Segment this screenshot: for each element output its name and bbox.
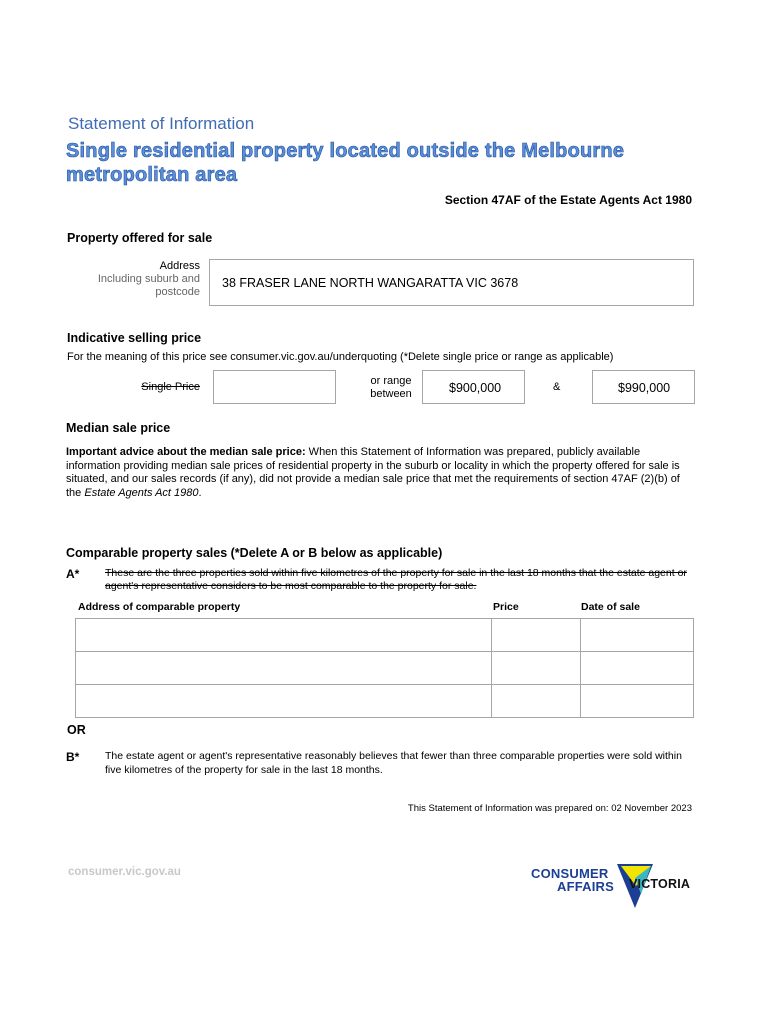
consumer-affairs-victoria-logo bbox=[531, 864, 701, 914]
option-b-marker: B* bbox=[66, 750, 80, 764]
document-title: Single residential property located outside the Melbourne metropolitan area bbox=[66, 140, 625, 186]
comp-price-cell[interactable] bbox=[492, 685, 581, 718]
range-low-value: $900,000 bbox=[449, 381, 502, 395]
comp-price-cell[interactable] bbox=[492, 619, 581, 652]
address-sublabel-2: postcode bbox=[155, 286, 200, 298]
range-label-1: or range bbox=[370, 375, 412, 387]
single-price-label: Single Price bbox=[141, 381, 200, 393]
comp-price-cell[interactable] bbox=[492, 652, 581, 685]
price-heading: Indicative selling price bbox=[67, 331, 202, 345]
logo-line-1: CONSUMER bbox=[531, 866, 609, 881]
logo-word: VICTORIA bbox=[629, 877, 691, 891]
range-high-field[interactable] bbox=[592, 370, 695, 404]
range-high-value: $990,000 bbox=[618, 381, 671, 395]
section-reference: Section 47AF of the Estate Agents Act 1980 bbox=[444, 193, 692, 207]
table-row bbox=[76, 685, 694, 718]
comp-date-cell[interactable] bbox=[581, 685, 694, 718]
comp-date-cell[interactable] bbox=[581, 619, 694, 652]
comp-address-cell[interactable] bbox=[76, 685, 492, 718]
address-value: 38 FRASER LANE NORTH WANGARATTA VIC 3678 bbox=[222, 276, 519, 290]
comparable-heading: Comparable property sales (*Delete A or B below as applicable) bbox=[66, 546, 443, 560]
single-price-field[interactable] bbox=[213, 370, 336, 404]
price-note: For the meaning of this price see consumer.vic.gov.au/underquoting (*Delete single price or range as applicable) bbox=[67, 351, 614, 363]
address-sublabel-1: Including suburb and bbox=[97, 273, 200, 285]
col-header-date: Date of sale bbox=[581, 601, 640, 613]
option-b-text: The estate agent or agent's representative reasonably believes that fewer than three comparable properties were sold within five kilometres of the property for sale in the last 18 months. bbox=[105, 750, 682, 776]
median-period: . bbox=[198, 486, 202, 499]
option-a-marker: A* bbox=[66, 567, 80, 581]
property-heading: Property offered for sale bbox=[67, 231, 213, 245]
median-advice bbox=[66, 446, 692, 500]
table-row bbox=[76, 619, 694, 652]
range-and-label: & bbox=[553, 381, 561, 393]
comp-address-cell[interactable] bbox=[76, 619, 492, 652]
website-link[interactable]: consumer.vic.gov.au bbox=[68, 866, 181, 878]
comp-address-cell[interactable] bbox=[76, 652, 492, 685]
or-label: OR bbox=[67, 723, 86, 737]
document-kicker: Statement of Information bbox=[68, 114, 255, 133]
range-label-2: between bbox=[370, 388, 412, 400]
option-a-text: These are the three properties sold within five kilometres of the property for sale in the last 18 months that the estate agent or agent's representative considers to be most comparable to the property for sale. bbox=[105, 567, 687, 592]
col-header-price: Price bbox=[493, 601, 519, 613]
col-header-address: Address of comparable property bbox=[78, 601, 241, 613]
median-advice-text: When this Statement of Information was prepared, publicly available information providing median sale prices of residential property in the suburb or locality in which the property offered for sale is situated, and our sales records (if any), did not provide a median sale price that met the requirements of section 47AF (2)(b) of the bbox=[66, 446, 680, 499]
address-field[interactable] bbox=[209, 259, 694, 306]
table-row bbox=[76, 652, 694, 685]
range-low-field[interactable] bbox=[422, 370, 525, 404]
logo-line-2: AFFAIRS bbox=[557, 879, 615, 894]
median-advice-bold: Important advice about the median sale price: bbox=[66, 446, 306, 458]
median-heading: Median sale price bbox=[66, 421, 171, 435]
comp-date-cell[interactable] bbox=[581, 652, 694, 685]
address-label: Address bbox=[159, 260, 200, 272]
comparable-table bbox=[75, 618, 694, 718]
prepared-date: This Statement of Information was prepared on: 02 November 2023 bbox=[407, 803, 692, 814]
median-act-name: Estate Agents Act 1980 bbox=[84, 486, 199, 499]
